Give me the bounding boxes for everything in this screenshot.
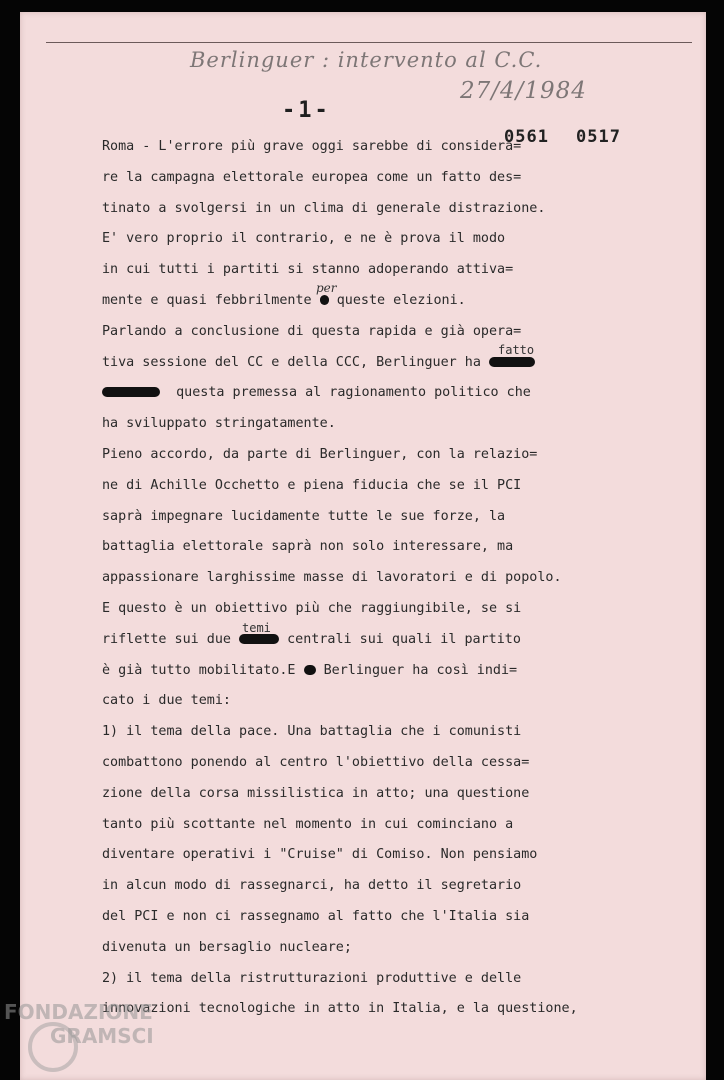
- text-segment: centrali sui quali il partito: [287, 631, 521, 647]
- text-line: del PCI e non ci rassegnamo al fatto che l'Italia sia: [102, 908, 530, 924]
- text-segment: mente e quasi febbrilmente: [102, 292, 312, 308]
- text-line: re la campagna elettorale europea come un fatto des=: [102, 169, 522, 185]
- text-segment: questa premessa al ragionamento politico che: [176, 385, 531, 401]
- text-line: innovazioni tecnologiche in atto in Italia, e la questione,: [102, 1001, 578, 1017]
- text-line: [102, 280, 702, 317]
- watermark-line: GRAMSCI: [50, 1024, 154, 1048]
- typed-insert: fatto: [498, 342, 535, 357]
- redaction-mark: [304, 665, 316, 675]
- handwritten-insert: per: [316, 280, 337, 295]
- text-line: 1) il tema della pace. Una battaglia che i comunisti: [102, 724, 522, 740]
- text-line: cato i due temi:: [102, 693, 231, 709]
- handwritten-title: Berlinguer : intervento al C.C.: [190, 48, 543, 72]
- text-line: E questo è un obiettivo più che raggiungibile, se si: [102, 600, 522, 616]
- text-segment: Berlinguer ha così indi=: [323, 662, 518, 678]
- text-line: E' vero proprio il contrario, e ne è prova il modo: [102, 231, 506, 247]
- text-line: saprà impegnare lucidamente tutte le sue forze, la: [102, 508, 506, 524]
- archive-number-2: 0517: [576, 127, 621, 147]
- typewritten-body: [102, 132, 702, 1025]
- redaction-mark: [102, 387, 160, 397]
- text-line: Pieno accordo, da parte di Berlinguer, con la relazio=: [102, 446, 538, 462]
- text-segment: è già tutto mobilitato.E: [102, 662, 296, 678]
- text-line: tanto più scottante nel momento in cui cominciano a: [102, 816, 514, 832]
- text-line: [102, 656, 702, 687]
- text-line: [102, 378, 702, 409]
- watermark-line: FONDAZIONE: [4, 1000, 153, 1024]
- text-line: in cui tutti i partiti si stanno adoperando attiva=: [102, 262, 514, 278]
- watermark: [4, 1000, 154, 1048]
- text-segment: riflette sui due: [102, 631, 231, 647]
- text-line: [102, 620, 702, 656]
- text-line: combattono ponendo al centro l'obiettivo della cessa=: [102, 754, 530, 770]
- document-page: [20, 12, 706, 1080]
- text-line: Roma - L'errore più grave oggi sarebbe di considera=: [102, 139, 522, 154]
- handwritten-date: 27/4/1984: [460, 78, 587, 104]
- text-line: diventare operativi i "Cruise" di Comiso. Non pensiamo: [102, 847, 538, 863]
- text-line: battaglia elettorale saprà non solo interessare, ma: [102, 539, 514, 555]
- text-segment: tiva sessione del CC e della CCC, Berlinguer ha: [102, 354, 481, 370]
- text-line: [102, 342, 702, 379]
- archive-number-1: 0561: [504, 127, 549, 147]
- text-line: in alcun modo di rassegnarci, ha detto il segretario: [102, 878, 522, 894]
- text-line: 2) il tema della ristrutturazioni produttive e delle: [102, 970, 522, 986]
- text-line: ne di Achille Occhetto e piena fiducia che se il PCI: [102, 477, 522, 493]
- text-line: zione della corsa missilistica in atto; una questione: [102, 785, 530, 801]
- text-line: Parlando a conclusione di questa rapida e già opera=: [102, 323, 522, 339]
- text-line: ha sviluppato stringatamente.: [102, 416, 336, 432]
- top-rule: [46, 42, 692, 43]
- text-line: tinato a svolgersi in un clima di generale distrazione.: [102, 200, 546, 216]
- text-line: divenuta un bersaglio nucleare;: [102, 939, 352, 955]
- text-line: appassionare larghissime masse di lavoratori e di popolo.: [102, 570, 562, 586]
- page-number: -1-: [282, 98, 331, 123]
- typed-insert: temi: [242, 620, 271, 635]
- text-segment: queste elezioni.: [336, 292, 466, 308]
